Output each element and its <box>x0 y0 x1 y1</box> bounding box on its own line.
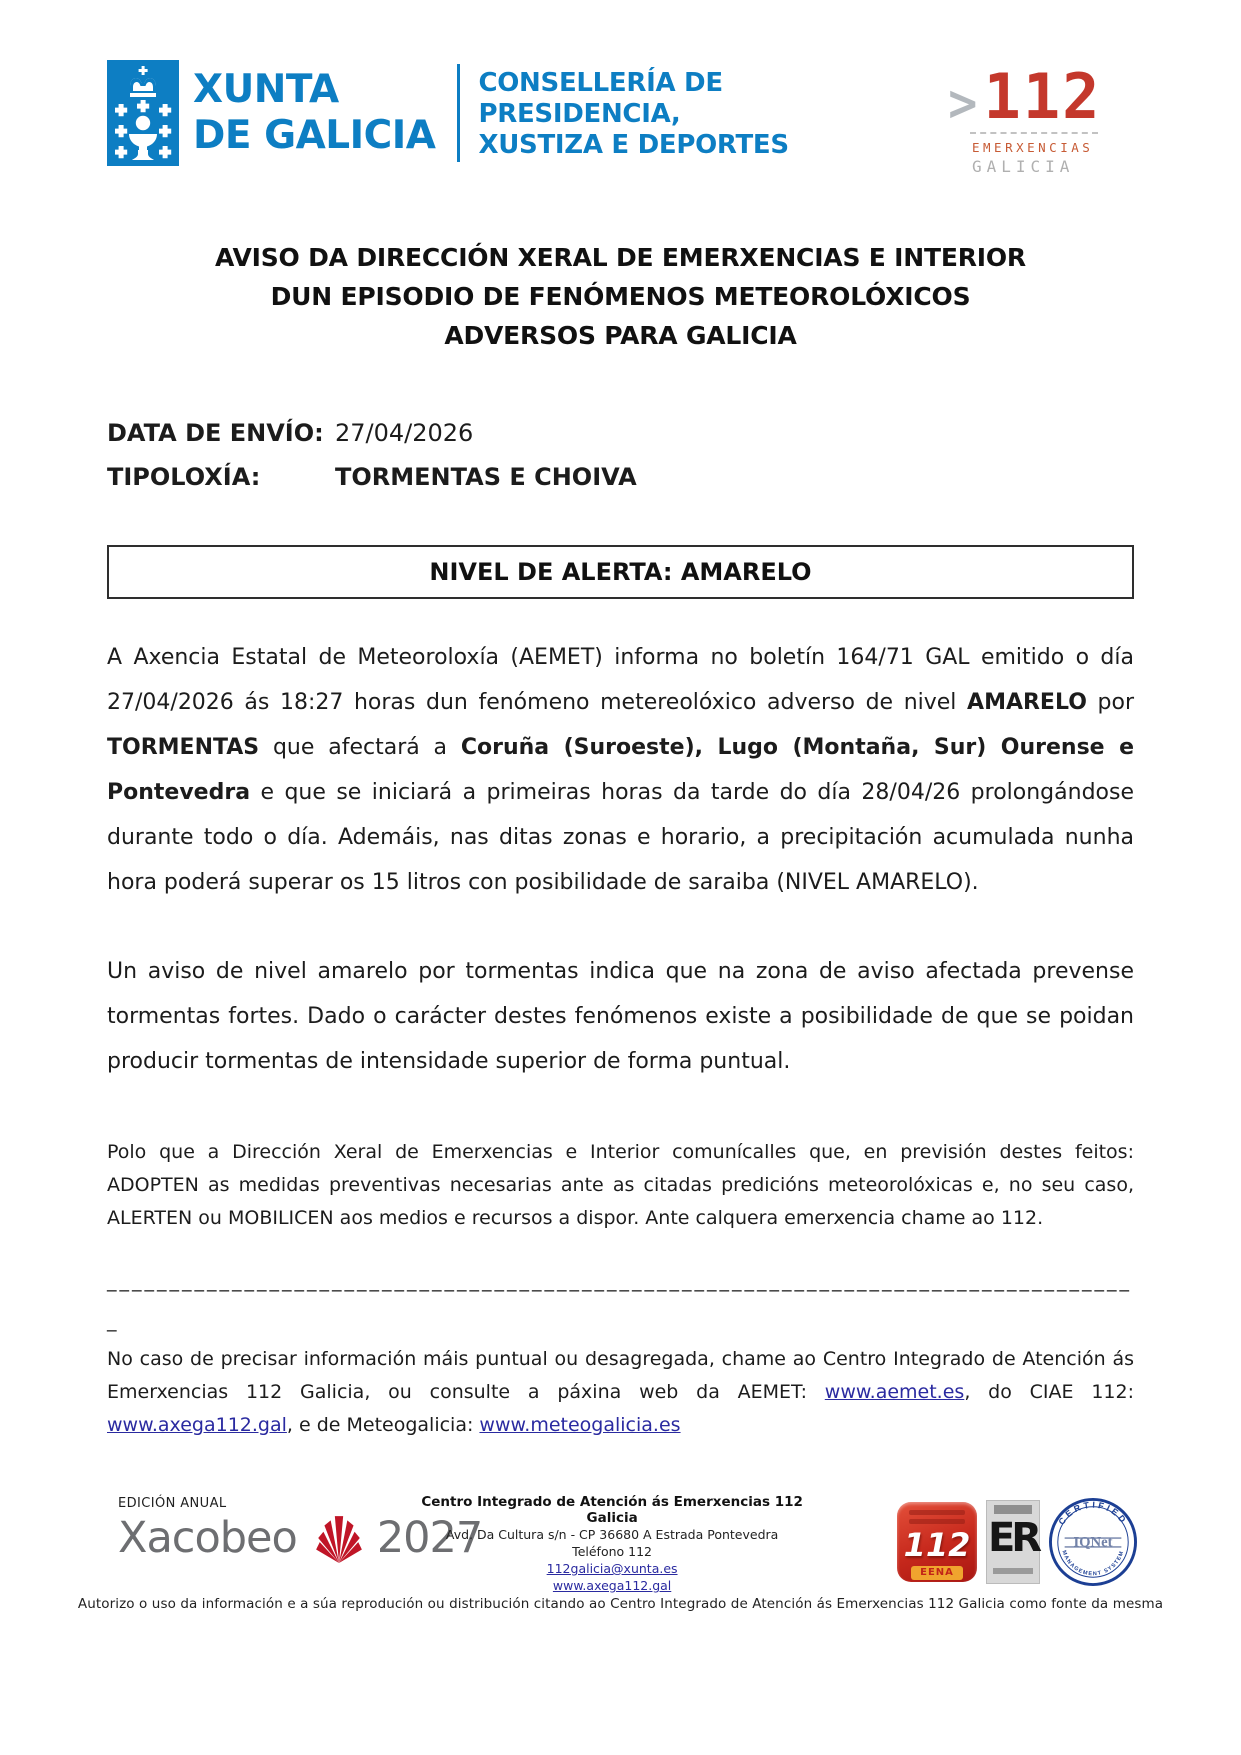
meta-block <box>107 419 1134 491</box>
type-value: TORMENTAS E CHOIVA <box>335 463 637 491</box>
brand-wordmark <box>193 67 435 159</box>
date-value: 27/04/2026 <box>335 419 474 447</box>
text-segment: Coruña (Suroeste), Lugo (Montaña, Sur) Ourense e Pontevedra <box>107 735 1135 805</box>
page-title: AVISO DA DIRECCIÓN XERAL DE EMERXENCIAS E INTERIOR DUN EPISODIO DE FENÓMENOS METEOROLÓXICOS ADVERSOS PARA GALICIA <box>215 243 1026 350</box>
paragraph-aemet-bulletin <box>107 635 1134 905</box>
xunta-brand <box>107 60 789 166</box>
edition-label: EDICIÓN ANUAL <box>118 1496 227 1511</box>
axega112-link[interactable]: www.axega112.gal <box>107 1414 287 1436</box>
logo-112-number: 112 <box>983 60 1102 133</box>
iqnet-label: IQNet <box>1073 1534 1113 1551</box>
dept-line2: PRESIDENCIA, <box>478 98 681 129</box>
meta-row-date <box>107 419 1134 447</box>
footer <box>0 1492 1241 1732</box>
type-label: TIPOLOXÍA: <box>107 463 261 491</box>
website-link[interactable]: www.axega112.gal <box>552 1578 672 1593</box>
badge-112-eena-icon <box>897 1502 977 1582</box>
meta-row-type <box>107 463 1134 491</box>
certification-badges <box>897 1498 1137 1586</box>
iqnet-management-arc: MANAGEMENT SYSTEM <box>1060 1549 1126 1578</box>
disclaimer-text: Autorizo o uso da información e a súa reprodución ou distribución citando ao Centro Integrado de Atención ás Emerxencias 112 Galicia como fonte da mesma <box>77 1596 1164 1612</box>
er-label: ER <box>987 1515 1039 1561</box>
paragraph-yellow-warning-meaning: Un aviso de nivel amarelo por tormentas indica que na zona de aviso afectada prevense tormentas fortes. Dado o carácter destes fenómenos existe a posibilidade de que se poidan producir tormentas de intensidade superior de forma puntual. <box>107 959 1134 1074</box>
text-segment: AMARELO <box>967 690 1087 715</box>
text-segment: , e de Meteogalicia: <box>286 1414 480 1436</box>
er-small-text <box>994 1505 1032 1514</box>
eena-112-number: 112 <box>903 1526 971 1564</box>
xacobeo-wordmark: Xacobeo <box>118 1513 297 1563</box>
eena-small-text <box>909 1510 965 1515</box>
paragraph-instructions: Polo que a Dirección Xeral de Emerxencias e Interior comunícalles que, en previsión destes feitos: ADOPTEN as medidas preventivas necesarias ante as citadas predicións meteorolóxicas e, no seu caso, ALERTEN ou MOBILICEN aos medios e recursos a dispor. Ante calquera emerxencia chame ao 112. <box>107 1141 1134 1229</box>
eena-small-text <box>909 1519 965 1524</box>
alert-level-box: NIVEL DE ALERTA: AMARELO <box>107 545 1134 599</box>
org-name: Centro Integrado de Atención ás Emerxencias 112 Galicia <box>421 1494 803 1526</box>
contact-block <box>402 1494 822 1594</box>
header <box>107 0 1134 176</box>
text-segment: TORMENTAS <box>107 735 260 760</box>
text-segment: por <box>1086 690 1134 715</box>
text-segment: No caso de precisar información máis puntual ou desagregada, chame ao Centro Integrado de Atención ás Emerxencias 112 Galicia, ou consulte a páxina web da AEMET: <box>107 1348 1134 1403</box>
text-segment: que afectará a <box>259 735 461 760</box>
logo-112-galicia-label: GALICIA <box>972 157 1075 176</box>
org-phone: Teléfono 112 <box>572 1544 653 1559</box>
er-small-text <box>993 1568 1033 1574</box>
logo-112-emerxencias-label: EMERXENCIAS <box>972 140 1094 155</box>
paragraph-more-info <box>107 1343 1134 1442</box>
eena-label: EENA <box>911 1566 963 1580</box>
header-divider <box>457 64 460 162</box>
er-cert-icon <box>986 1500 1040 1584</box>
dept-line1: CONSELLERÍA DE <box>478 67 723 98</box>
logo-112-emerxencias <box>946 60 1106 176</box>
email-link[interactable]: 112galicia@xunta.es <box>546 1561 678 1576</box>
aemet-link[interactable]: www.aemet.es <box>824 1381 965 1403</box>
iqnet-cert-icon <box>1049 1498 1137 1586</box>
dept-line3: XUSTIZA E DEPORTES <box>478 129 789 160</box>
department-title <box>478 66 788 161</box>
scallop-shell-icon <box>311 1512 367 1564</box>
text-segment: A Axencia Estatal de Meteoroloxía (AEMET) informa no boletín 164/71 GAL emitido o día 27/04/2026 ás 18:27 horas dun fenómeno metereolóxico adverso de nivel <box>107 645 1134 715</box>
iqnet-certified-arc: CERTIFIED <box>1056 1499 1130 1527</box>
chevron-112-icon: > <box>946 76 980 132</box>
xacobeo-year: 2027 <box>376 1513 483 1563</box>
xunta-emblem-icon <box>107 60 179 166</box>
brand-line1: XUNTA <box>193 67 339 112</box>
text-segment: e que se iniciará a primeiras horas da tarde do día 28/04/26 prolongándose durante todo o día. Ademáis, nas ditas zonas e horario, a precipitación acumulada nunha hora poderá superar os 15 litros con posibilidade de saraiba (NIVEL AMARELO). <box>107 780 1134 895</box>
org-address: Avd. Da Cultura s/n - CP 36680 A Estrada Pontevedra <box>445 1527 779 1542</box>
brand-line2: DE GALICIA <box>193 113 436 158</box>
meteogalicia-link[interactable]: www.meteogalicia.es <box>479 1414 681 1436</box>
date-label: DATA DE ENVÍO: <box>107 419 324 447</box>
text-segment: , do CIAE 112: <box>964 1381 1134 1403</box>
underscore-separator: ___________________________________________________________________________________ <box>107 1270 1132 1332</box>
